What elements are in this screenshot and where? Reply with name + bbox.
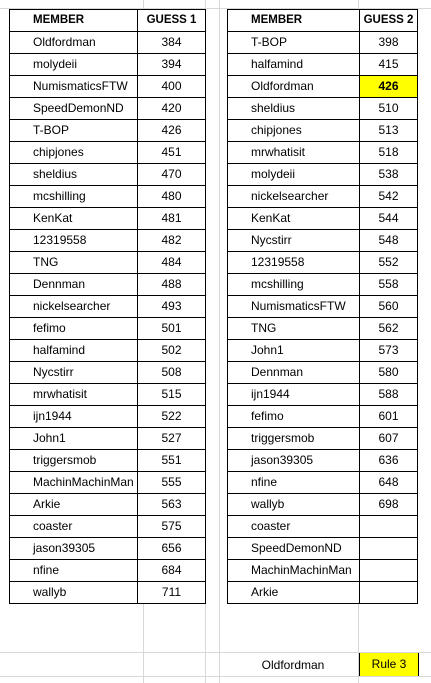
- member-cell[interactable]: molydeii: [228, 164, 360, 186]
- member-cell[interactable]: Oldfordman: [10, 32, 138, 54]
- guess-cell[interactable]: 480: [138, 186, 206, 208]
- table-row: [10, 32, 206, 54]
- guess-cell[interactable]: 560: [360, 296, 418, 318]
- table-row: [228, 98, 418, 120]
- guess-cell[interactable]: 575: [138, 516, 206, 538]
- table-row: [228, 538, 418, 560]
- guess-cell[interactable]: [360, 560, 418, 582]
- table-row: [10, 230, 206, 252]
- member-cell[interactable]: triggersmob: [10, 450, 138, 472]
- table-row: [10, 120, 206, 142]
- member-cell[interactable]: 12319558: [10, 230, 138, 252]
- table-row: [228, 296, 418, 318]
- member-cell[interactable]: nfine: [10, 560, 138, 582]
- guess-cell[interactable]: 562: [360, 318, 418, 340]
- member-cell[interactable]: chipjones: [228, 120, 360, 142]
- guess-cell[interactable]: 684: [138, 560, 206, 582]
- guess-cell[interactable]: 555: [138, 472, 206, 494]
- member-cell[interactable]: TNG: [228, 318, 360, 340]
- member-cell[interactable]: Arkie: [228, 582, 360, 604]
- member-cell[interactable]: Dennman: [10, 274, 138, 296]
- guess-cell[interactable]: 510: [360, 98, 418, 120]
- table-row: [228, 450, 418, 472]
- table-row: [10, 450, 206, 472]
- table-row: [10, 274, 206, 296]
- table-row: [228, 472, 418, 494]
- guess-1-header[interactable]: GUESS 1: [138, 10, 206, 32]
- table-row: [10, 384, 206, 406]
- header-row: [228, 10, 418, 32]
- guess-cell[interactable]: 508: [138, 362, 206, 384]
- guess-cell[interactable]: 656: [138, 538, 206, 560]
- table-row: [228, 230, 418, 252]
- table-row: [228, 428, 418, 450]
- member-cell[interactable]: nickelsearcher: [228, 186, 360, 208]
- guess-cell[interactable]: 394: [138, 54, 206, 76]
- guess-cell[interactable]: 552: [360, 252, 418, 274]
- gridline: [0, 676, 431, 677]
- table-row: [10, 362, 206, 384]
- table-row: [10, 252, 206, 274]
- guess-cell[interactable]: 563: [138, 494, 206, 516]
- table-row: [10, 142, 206, 164]
- guess-1-body: [10, 32, 206, 604]
- member-cell[interactable]: John1: [228, 340, 360, 362]
- guess-cell[interactable]: 518: [360, 142, 418, 164]
- guess-cell[interactable]: [360, 582, 418, 604]
- table-row: [228, 494, 418, 516]
- guess-cell[interactable]: 451: [138, 142, 206, 164]
- guess-cell[interactable]: 551: [138, 450, 206, 472]
- table-row: [228, 274, 418, 296]
- member-cell[interactable]: mrwhatisit: [228, 142, 360, 164]
- member-cell[interactable]: mcshilling: [10, 186, 138, 208]
- member-cell[interactable]: Oldfordman: [228, 76, 360, 98]
- guess-cell[interactable]: 384: [138, 32, 206, 54]
- guess-cell[interactable]: 398: [360, 32, 418, 54]
- member-cell[interactable]: mcshilling: [228, 274, 360, 296]
- member-cell[interactable]: 12319558: [228, 252, 360, 274]
- guess-cell[interactable]: 470: [138, 164, 206, 186]
- table-row: [228, 560, 418, 582]
- table-row: [10, 582, 206, 604]
- member-cell[interactable]: fefimo: [228, 406, 360, 428]
- guess-cell[interactable]: [360, 516, 418, 538]
- table-row: [228, 76, 418, 98]
- guess-2-body: [228, 32, 418, 604]
- table-row: [10, 296, 206, 318]
- guess-2-header[interactable]: GUESS 2: [360, 10, 418, 32]
- guess-cell[interactable]: 501: [138, 318, 206, 340]
- guess-cell[interactable]: 484: [138, 252, 206, 274]
- guess-cell[interactable]: 493: [138, 296, 206, 318]
- guess-cell[interactable]: 515: [138, 384, 206, 406]
- member-cell[interactable]: TNG: [10, 252, 138, 274]
- member-cell[interactable]: chipjones: [10, 142, 138, 164]
- table-row: [10, 516, 206, 538]
- table-row: [228, 340, 418, 362]
- member-cell[interactable]: mrwhatisit: [10, 384, 138, 406]
- table-row: [10, 186, 206, 208]
- guess-1-table: [9, 9, 206, 604]
- table-row: [228, 32, 418, 54]
- table-row: [228, 208, 418, 230]
- member-cell[interactable]: KenKat: [228, 208, 360, 230]
- member-cell[interactable]: KenKat: [10, 208, 138, 230]
- guess-cell[interactable]: 527: [138, 428, 206, 450]
- guess-cell[interactable]: 400: [138, 76, 206, 98]
- member-cell[interactable]: coaster: [10, 516, 138, 538]
- table-row: [228, 252, 418, 274]
- member-cell[interactable]: wallyb: [228, 494, 360, 516]
- table-row: [228, 186, 418, 208]
- winner-cell[interactable]: Oldfordman: [261, 658, 325, 672]
- member-cell[interactable]: halfamind: [228, 54, 360, 76]
- gridline: [219, 0, 220, 683]
- member-cell[interactable]: John1: [10, 428, 138, 450]
- guess-cell[interactable]: 573: [360, 340, 418, 362]
- table-row: [10, 472, 206, 494]
- member-cell[interactable]: SpeedDemonND: [10, 98, 138, 120]
- guess-cell[interactable]: 482: [138, 230, 206, 252]
- member-cell[interactable]: Arkie: [10, 494, 138, 516]
- guess-cell[interactable]: 415: [360, 54, 418, 76]
- guess-cell[interactable]: [360, 538, 418, 560]
- member-cell[interactable]: nfine: [228, 472, 360, 494]
- member-cell[interactable]: Dennman: [228, 362, 360, 384]
- table-row: [228, 142, 418, 164]
- table-row: [10, 428, 206, 450]
- member-cell[interactable]: T-BOP: [10, 120, 138, 142]
- member-cell[interactable]: jason39305: [228, 450, 360, 472]
- member-cell[interactable]: nickelsearcher: [10, 296, 138, 318]
- table-row: [10, 98, 206, 120]
- member-cell[interactable]: NumismaticsFTW: [10, 76, 138, 98]
- guess-cell[interactable]: 538: [360, 164, 418, 186]
- member-cell[interactable]: triggersmob: [228, 428, 360, 450]
- member-cell[interactable]: ijn1944: [10, 406, 138, 428]
- member-cell[interactable]: NumismaticsFTW: [228, 296, 360, 318]
- table-row: [10, 538, 206, 560]
- member-cell[interactable]: wallyb: [10, 582, 138, 604]
- guess-cell[interactable]: 698: [360, 494, 418, 516]
- grid-top-strip: [0, 0, 431, 9]
- member-cell[interactable]: coaster: [228, 516, 360, 538]
- guess-cell[interactable]: 542: [360, 186, 418, 208]
- table-row: [10, 76, 206, 98]
- member-cell[interactable]: MachinMachinMan: [10, 472, 138, 494]
- member-cell[interactable]: sheldius: [228, 98, 360, 120]
- table-row: [10, 560, 206, 582]
- guess-cell[interactable]: 420: [138, 98, 206, 120]
- guess-cell[interactable]: 648: [360, 472, 418, 494]
- guess-2-table: [227, 9, 418, 604]
- member-header[interactable]: MEMBER: [10, 10, 138, 32]
- table-row: [228, 362, 418, 384]
- guess-cell[interactable]: 558: [360, 274, 418, 296]
- table-row: [228, 164, 418, 186]
- guess-cell[interactable]: 544: [360, 208, 418, 230]
- table-row: [228, 384, 418, 406]
- guess-cell[interactable]: 601: [360, 406, 418, 428]
- member-cell[interactable]: Nycstirr: [228, 230, 360, 252]
- table-row: [10, 406, 206, 428]
- member-cell[interactable]: Nycstirr: [10, 362, 138, 384]
- rule-cell[interactable]: Rule 3: [359, 653, 419, 676]
- guess-cell[interactable]: 426: [360, 76, 418, 98]
- member-cell[interactable]: fefimo: [10, 318, 138, 340]
- member-cell[interactable]: T-BOP: [228, 32, 360, 54]
- guess-cell[interactable]: 548: [360, 230, 418, 252]
- table-row: [10, 340, 206, 362]
- guess-cell[interactable]: 502: [138, 340, 206, 362]
- table-row: [228, 406, 418, 428]
- guess-cell[interactable]: 513: [360, 120, 418, 142]
- table-row: [228, 54, 418, 76]
- member-cell[interactable]: SpeedDemonND: [228, 538, 360, 560]
- header-row: [10, 10, 206, 32]
- guess-cell[interactable]: 488: [138, 274, 206, 296]
- guess-cell[interactable]: 522: [138, 406, 206, 428]
- guess-cell[interactable]: 426: [138, 120, 206, 142]
- member-cell[interactable]: molydeii: [10, 54, 138, 76]
- guess-cell[interactable]: 588: [360, 384, 418, 406]
- member-cell[interactable]: MachinMachinMan: [228, 560, 360, 582]
- guess-cell[interactable]: 481: [138, 208, 206, 230]
- member-cell[interactable]: ijn1944: [228, 384, 360, 406]
- member-header[interactable]: MEMBER: [228, 10, 360, 32]
- guess-cell[interactable]: 607: [360, 428, 418, 450]
- table-row: [10, 208, 206, 230]
- guess-cell[interactable]: 636: [360, 450, 418, 472]
- guess-cell[interactable]: 580: [360, 362, 418, 384]
- table-row: [10, 494, 206, 516]
- table-row: [228, 516, 418, 538]
- guess-cell[interactable]: 711: [138, 582, 206, 604]
- table-row: [228, 120, 418, 142]
- table-row: [10, 318, 206, 340]
- table-row: [10, 164, 206, 186]
- table-row: [228, 318, 418, 340]
- table-row: [10, 54, 206, 76]
- member-cell[interactable]: halfamind: [10, 340, 138, 362]
- table-row: [228, 582, 418, 604]
- member-cell[interactable]: sheldius: [10, 164, 138, 186]
- member-cell[interactable]: jason39305: [10, 538, 138, 560]
